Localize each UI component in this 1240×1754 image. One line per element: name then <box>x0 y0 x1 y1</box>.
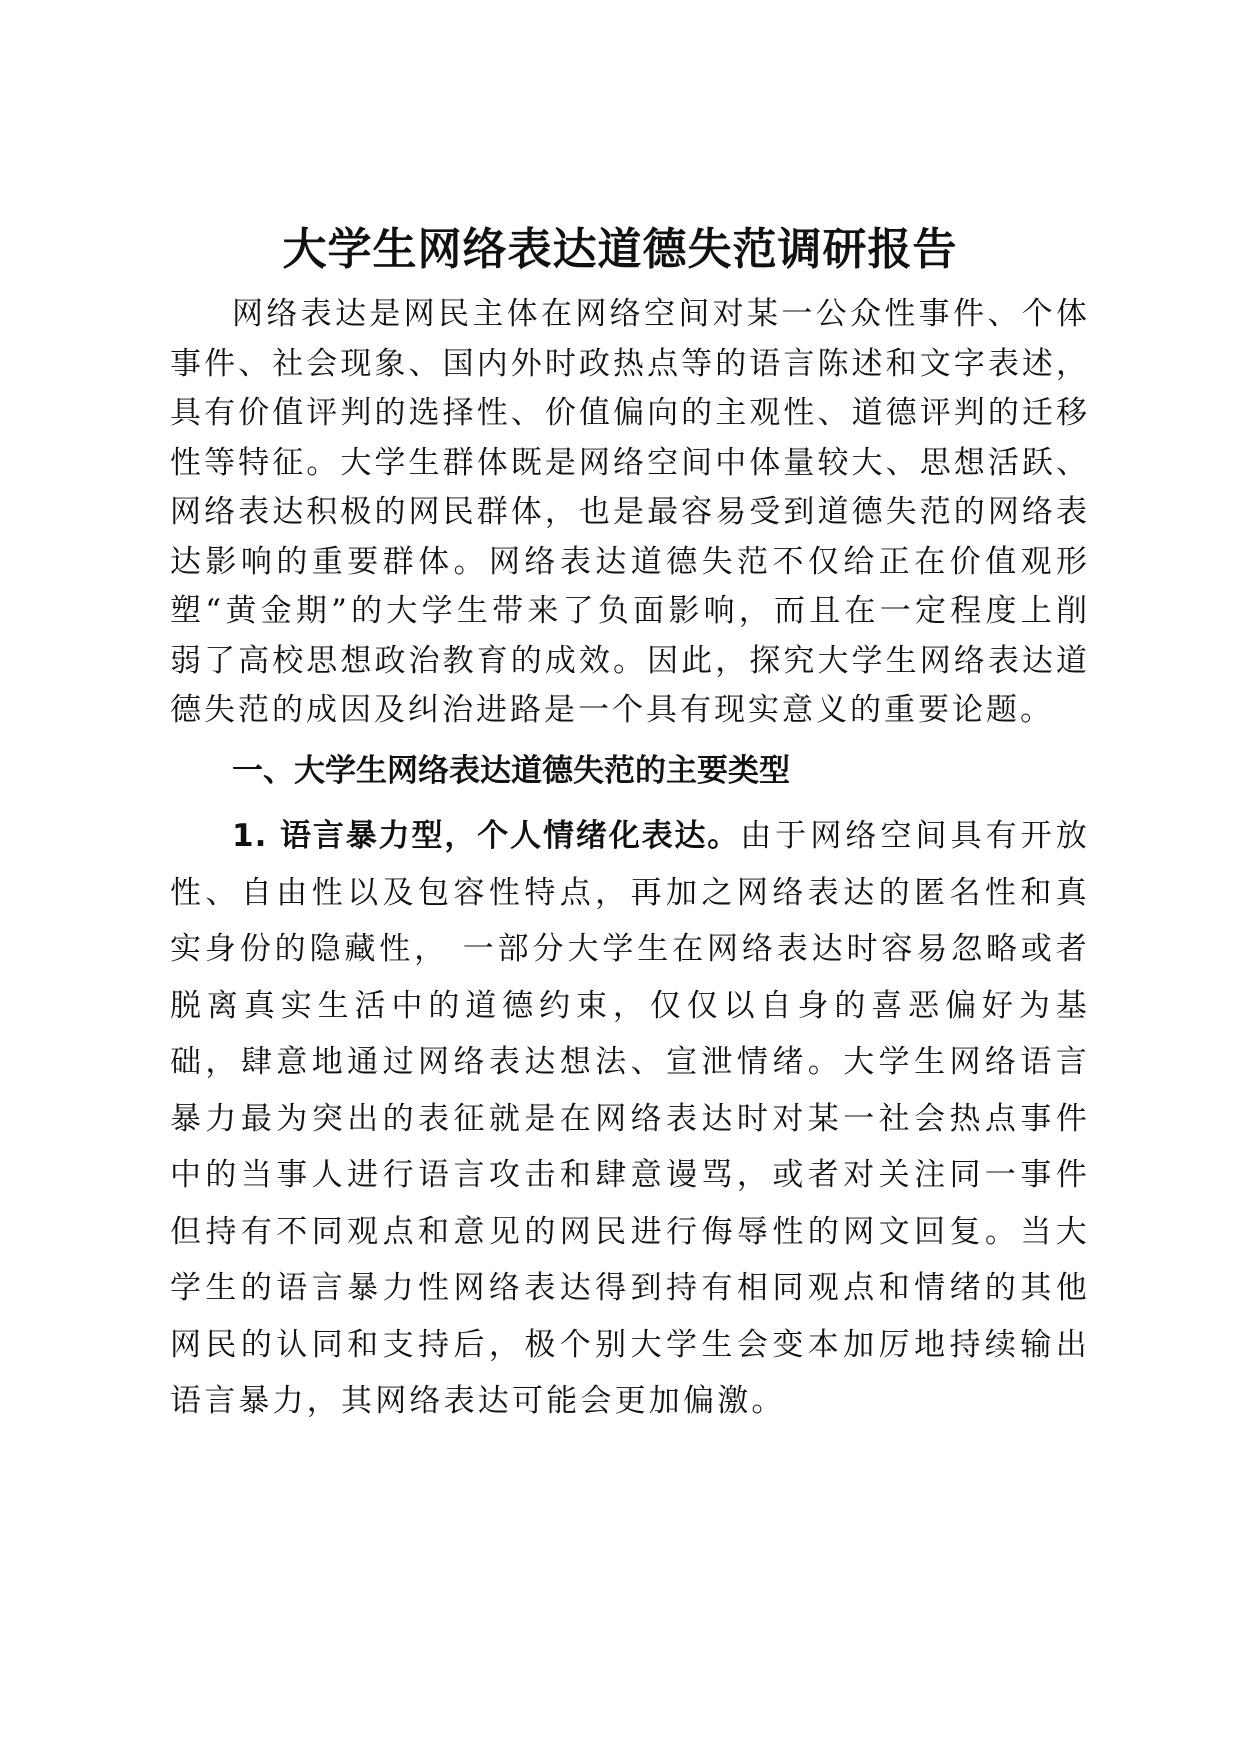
subsection-lead: 1. 语言暴力型，个人情绪化表达。 <box>232 818 741 854</box>
subsection-body: 由于网络空间具有开放性、自由性以及包容性特点，再加之网络表达的匿名性和真实身份的隐藏性， 一部分大学生在网络表达时容易忽略或者脱离真实生活中的道德约束，仅仅以自身的喜恶偏好为基础，肆意地通过网络表达想法、宣泄情绪。大学生网络语言暴力最为突出的表征就是在网络表达时对某一社会热点事件中的当事人进行语言攻击和肆意谩骂，或者对关注同一事件但持有不同观点和意见的网民进行侮辱性的网文回复。当大学生的语言暴力性网络表达得到持有相同观点和情绪的其他网民的认同和支持后，极个别大学生会变本加厉地持续输出语言暴力，其网络表达可能会更加偏激。 <box>170 818 1091 1419</box>
intro-paragraph: 网络表达是网民主体在网络空间对某一公众性事件、个体事件、社会现象、国内外时政热点等的语言陈述和文字表述，具有价值评判的选择性、价值偏向的主观性、道德评判的迁移性等特征。大学生群体既是网络空间中体量较大、思想活跃、网络表达积极的网民群体，也是最容易受到道德失范的网络表达影响的重要群体。网络表达道德失范不仅给正在价值观形塑“黄金期”的大学生带来了负面影响，而且在一定程度上削弱了高校思想政治教育的成效。因此，探究大学生网络表达道德失范的成因及纠治进路是一个具有现实意义的重要论题。 <box>170 296 1090 728</box>
section-heading: 一、大学生网络表达道德失范的主要类型 <box>232 753 790 789</box>
document-title: 大学生网络表达道德失范调研报告 <box>282 224 958 275</box>
subsection-paragraph <box>170 808 1090 1430</box>
